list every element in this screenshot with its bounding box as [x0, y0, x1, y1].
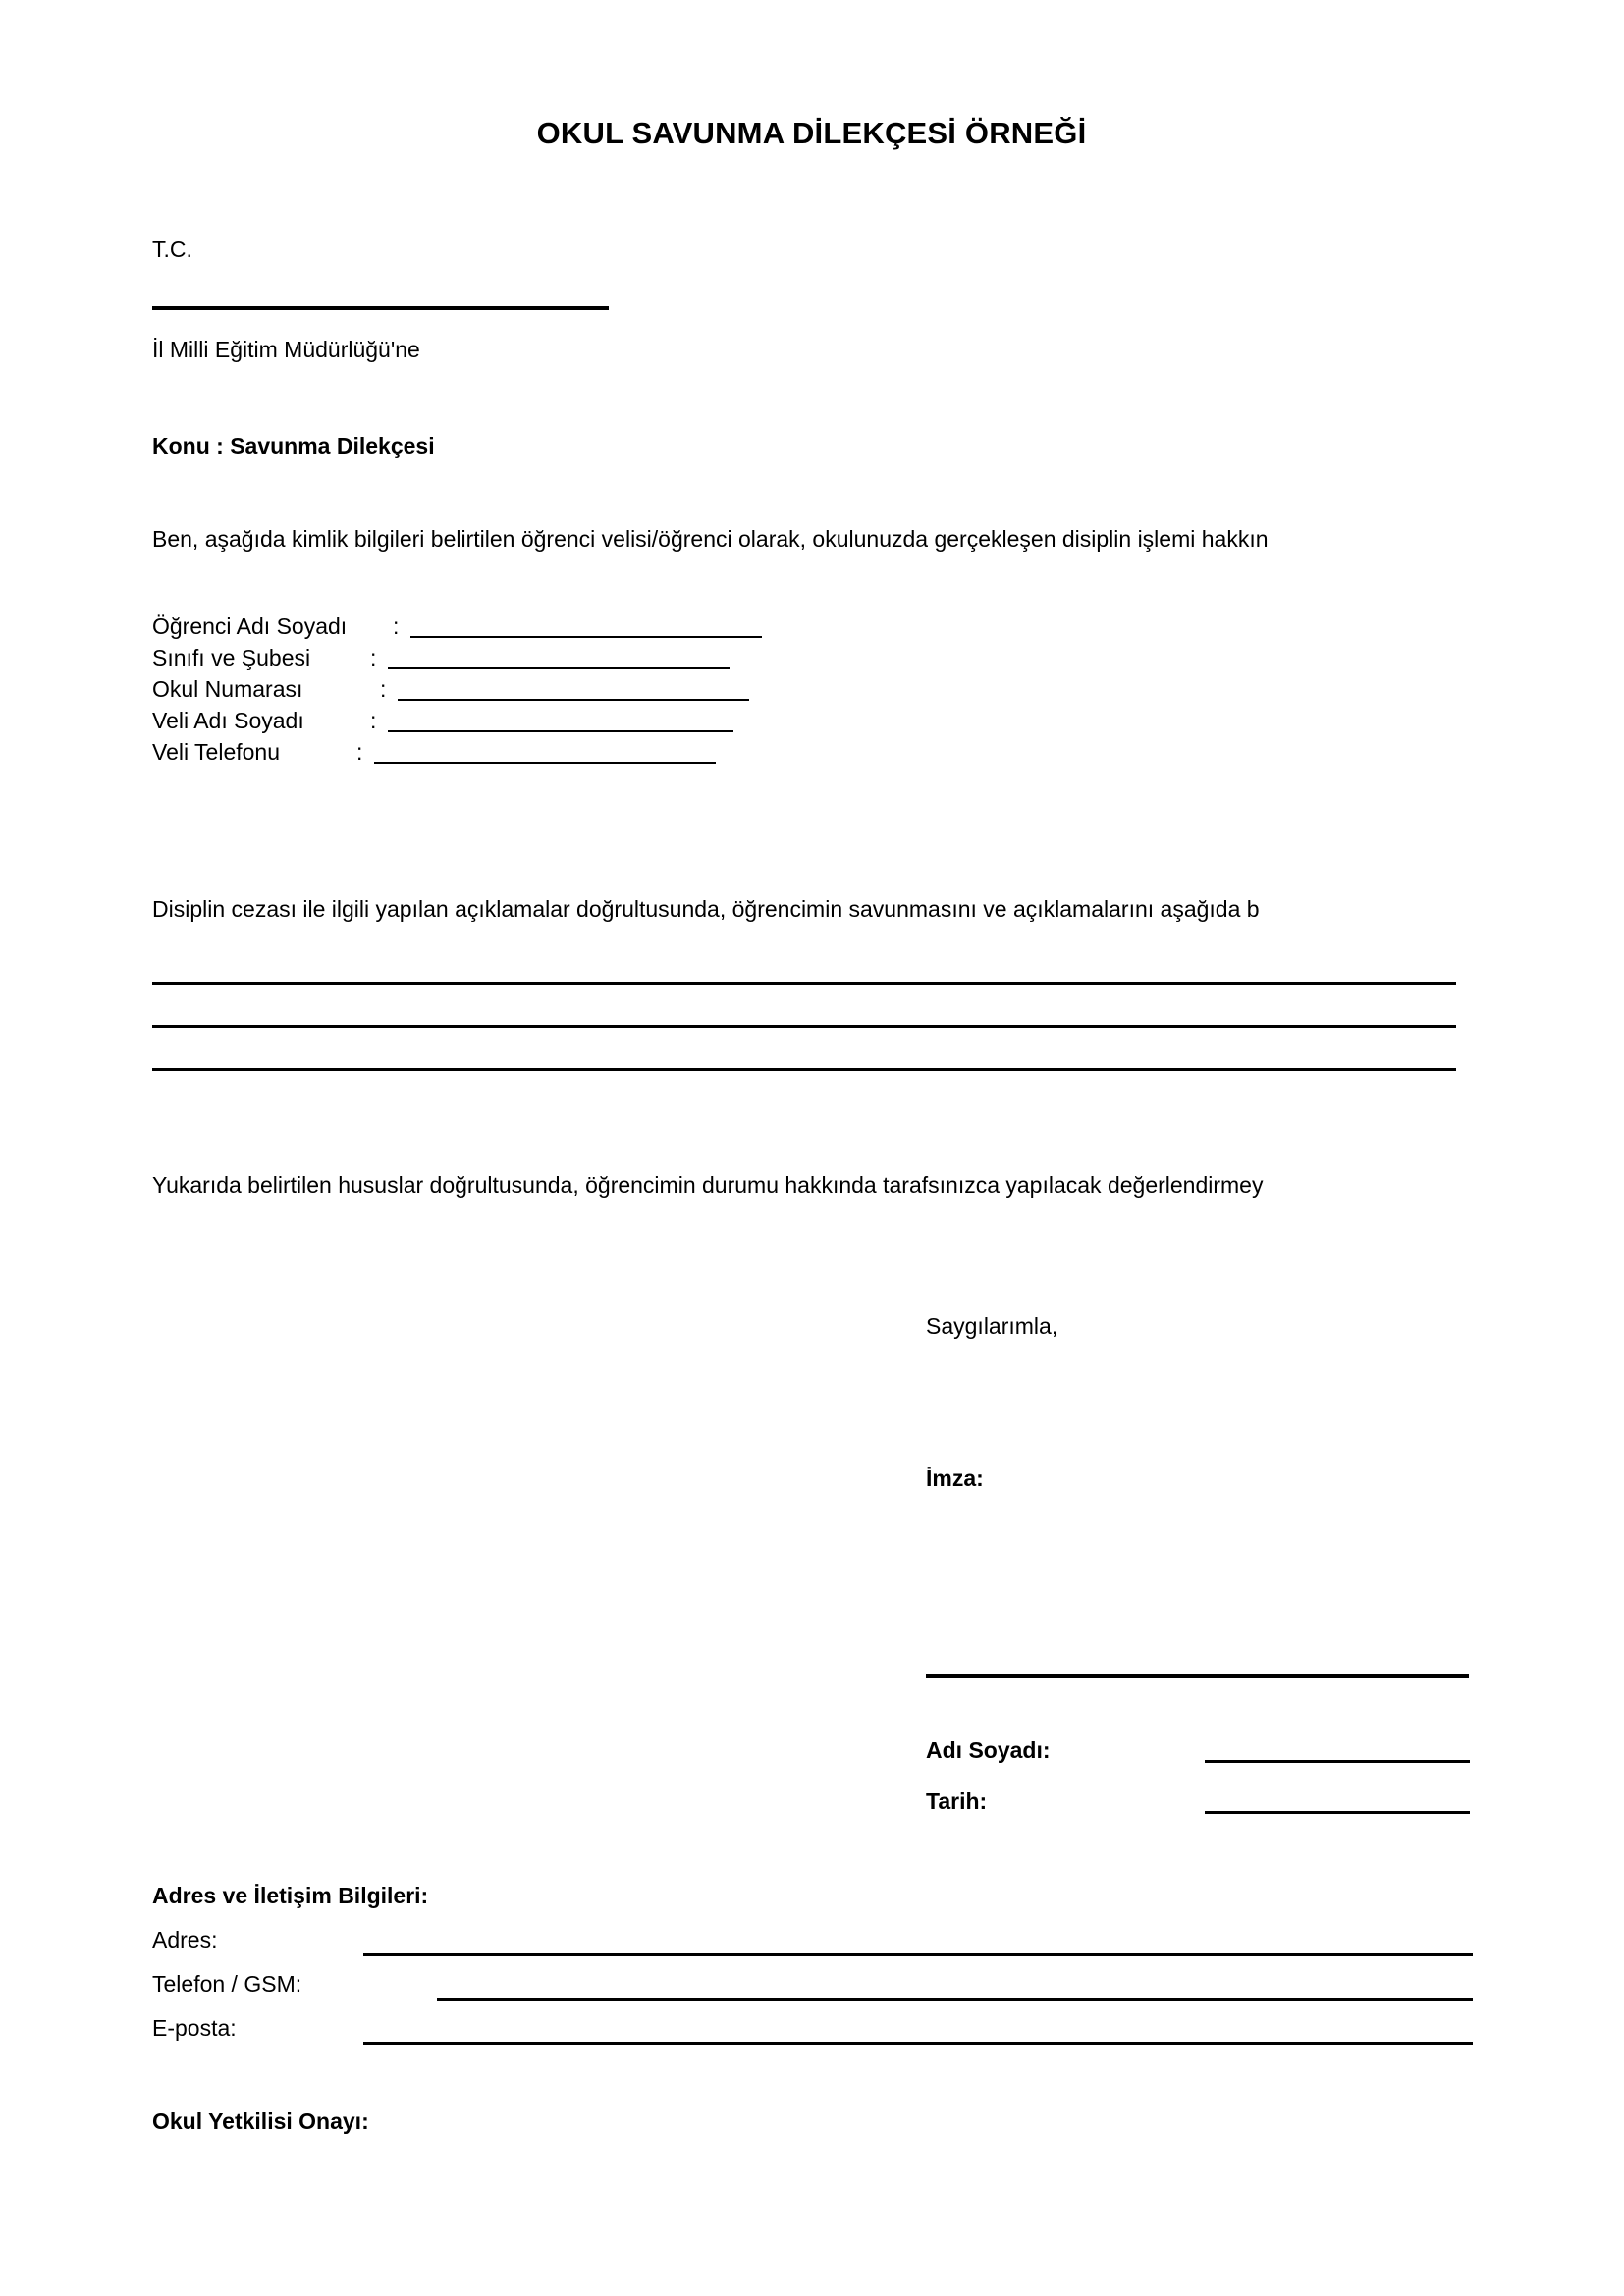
field-colon: :	[380, 676, 387, 702]
field-row-okul-numarasi	[152, 678, 749, 701]
intro-paragraph: Ben, aşağıda kimlik bilgileri belirtilen öğrenci velisi/öğrenci olarak, okulunuzda gerçekleşen disiplin işlemi hakkın	[152, 526, 1269, 552]
statement-paragraph: Disiplin cezası ile ilgili yapılan açıklamalar doğrultusunda, öğrencimin savunmasını ve açıklamalarını aşağıda b	[152, 896, 1260, 922]
contact-heading: Adres ve İletişim Bilgileri:	[152, 1883, 429, 1908]
field-row-sinifi-ve-subesi	[152, 647, 730, 669]
signature-line[interactable]	[926, 1674, 1469, 1678]
header-divider	[152, 306, 609, 310]
statement-write-line-1[interactable]	[152, 982, 1456, 985]
contact-eposta-input[interactable]	[363, 2042, 1473, 2045]
statement-write-line-2[interactable]	[152, 1025, 1456, 1028]
field-colon: :	[356, 739, 363, 765]
okul-numarasi-input[interactable]	[398, 683, 749, 701]
veli-telefonu-input[interactable]	[374, 746, 716, 764]
field-row-veli-adi-soyadi	[152, 710, 733, 732]
contact-telefon-gsm-input[interactable]	[437, 1998, 1473, 2001]
signature-date-input[interactable]	[1205, 1811, 1470, 1814]
veli-adi-soyadi-input[interactable]	[388, 715, 733, 732]
signature-label: İmza:	[926, 1466, 984, 1491]
field-colon: :	[393, 614, 400, 639]
approval-heading: Okul Yetkilisi Onayı:	[152, 2109, 369, 2134]
field-label: Sınıfı ve Şubesi	[152, 645, 311, 670]
field-row-ogrenci-adi-soyadi	[152, 615, 762, 638]
field-label: Okul Numarası	[152, 676, 303, 702]
signatory-name-label: Adı Soyadı:	[926, 1737, 1051, 1763]
ogrenci-adi-soyadi-input[interactable]	[410, 620, 762, 638]
page-title: OKUL SAVUNMA DİLEKÇESİ ÖRNEĞİ	[536, 116, 1087, 150]
field-label: Veli Adı Soyadı	[152, 708, 304, 733]
contact-adres-input[interactable]	[363, 1953, 1473, 1956]
salutation: Saygılarımla,	[926, 1313, 1058, 1339]
statement-write-line-3[interactable]	[152, 1068, 1456, 1071]
field-label: Öğrenci Adı Soyadı	[152, 614, 348, 639]
sinifi-ve-subesi-input[interactable]	[388, 652, 730, 669]
contact-label-eposta: E-posta:	[152, 2015, 237, 2041]
contact-label-adres: Adres:	[152, 1927, 218, 1952]
field-row-veli-telefonu	[152, 741, 716, 764]
field-colon: :	[370, 708, 377, 733]
closing-paragraph: Yukarıda belirtilen hususlar doğrultusunda, öğrencimin durumu hakkında tarafsınızca yapılacak değerlendirmey	[152, 1172, 1264, 1198]
signature-date-label: Tarih:	[926, 1789, 988, 1814]
republic-line: T.C.	[152, 237, 192, 262]
field-colon: :	[370, 645, 377, 670]
field-label: Veli Telefonu	[152, 739, 281, 765]
signatory-name-input[interactable]	[1205, 1760, 1470, 1763]
contact-label-telefon-gsm: Telefon / GSM:	[152, 1971, 302, 1997]
addressee-line: İl Milli Eğitim Müdürlüğü'ne	[152, 337, 420, 362]
subject-line: Konu : Savunma Dilekçesi	[152, 433, 435, 458]
